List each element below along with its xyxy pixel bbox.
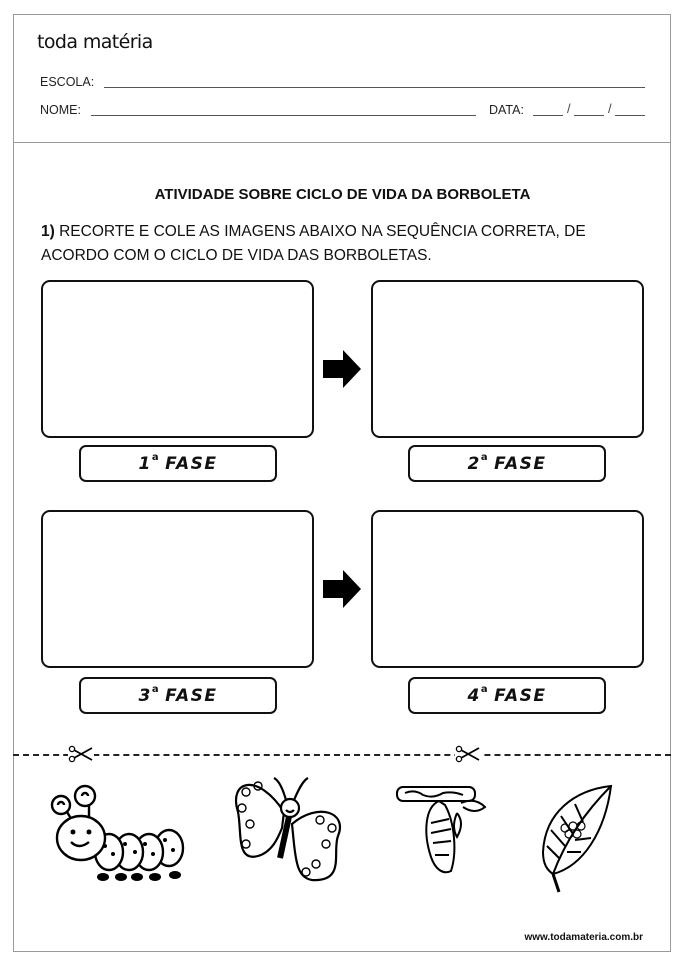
phase-2-drop-box[interactable] [371, 280, 644, 438]
butterfly-icon[interactable] [228, 772, 350, 894]
school-field[interactable] [104, 87, 645, 88]
phase-3-drop-box[interactable] [41, 510, 314, 668]
phase-2-label: 2$^a$ FASE [408, 445, 606, 482]
activity-title: ATIVIDADE SOBRE CICLO DE VIDA DA BORBOLETA [154, 186, 531, 203]
date-month-field[interactable] [574, 115, 604, 116]
date-separator: / [608, 101, 612, 116]
date-label: DATA: [489, 103, 524, 117]
phase-4-drop-box[interactable] [371, 510, 644, 668]
website-url: www.todamateria.com.br [524, 932, 643, 943]
header-divider [13, 142, 671, 143]
phase-3-label: 3$^a$ FASE [79, 677, 277, 714]
date-day-field[interactable] [533, 115, 563, 116]
name-label: NOME: [40, 103, 81, 117]
school-label: ESCOLA: [40, 75, 95, 89]
arrow-right-icon [323, 350, 361, 388]
scissors-icon [68, 745, 94, 763]
caterpillar-icon[interactable] [45, 780, 190, 885]
scissors-icon [455, 745, 481, 763]
brand-logo: toda matéria [37, 31, 153, 53]
cut-line [13, 754, 671, 756]
instruction-body: RECORTE E COLE AS IMAGENS ABAIXO NA SEQUÊNCIA CORRETA, DE ACORDO COM O CICLO DE VIDA DAS BORBOLETAS. [41, 223, 586, 264]
date-year-field[interactable] [615, 115, 645, 116]
phase-1-label: 1$^a$ FASE [79, 445, 277, 482]
arrow-right-icon [323, 570, 361, 608]
instruction-text [41, 220, 651, 268]
leaf-eggs-icon[interactable] [535, 782, 615, 894]
phase-4-label: 4$^a$ FASE [408, 677, 606, 714]
chrysalis-icon[interactable] [395, 783, 490, 883]
name-field[interactable] [91, 115, 476, 116]
phase-1-drop-box[interactable] [41, 280, 314, 438]
question-number: 1) [41, 223, 55, 240]
date-separator: / [567, 101, 571, 116]
